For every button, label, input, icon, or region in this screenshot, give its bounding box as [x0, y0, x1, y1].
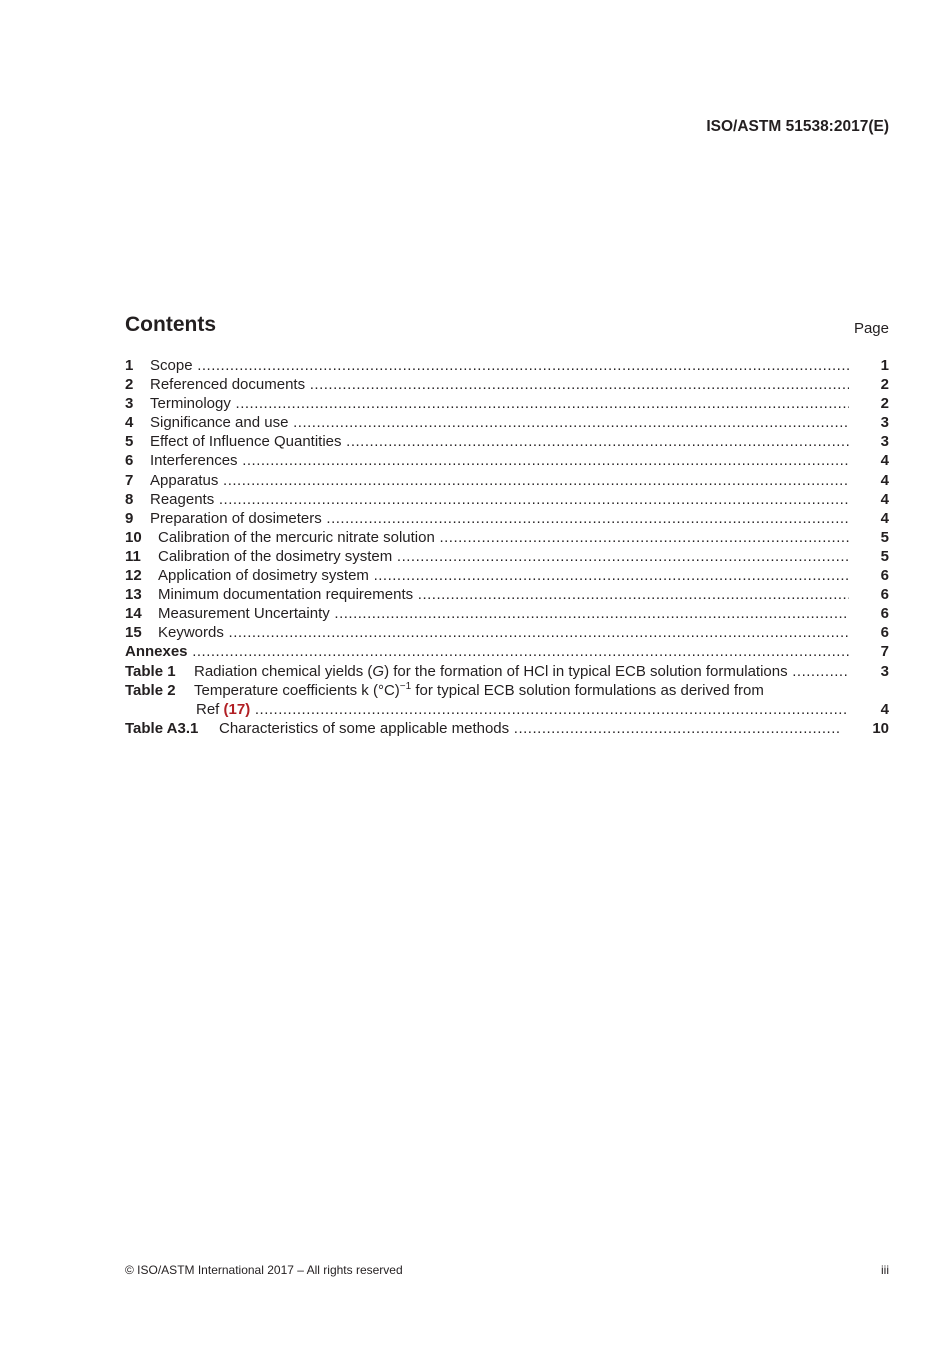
reference-link[interactable]: (17)	[223, 700, 251, 718]
section-number: 6	[125, 452, 134, 470]
toc-page-number: 2	[880, 395, 889, 413]
section-number: 14	[125, 605, 142, 623]
section-number: 8	[125, 490, 134, 508]
contents-title: Contents	[125, 313, 216, 336]
toc-page-number: 4	[880, 490, 889, 508]
toc-entry[interactable]	[125, 394, 889, 413]
section-title: Terminology	[150, 395, 231, 413]
toc-entry[interactable]	[125, 451, 889, 470]
section-number: 9	[125, 509, 134, 527]
toc-page-number: 4	[880, 452, 889, 470]
section-title: Interferences	[150, 452, 238, 470]
toc-page-number: 1	[880, 357, 889, 374]
section-number: 11	[125, 547, 141, 565]
toc-page-number: 3	[880, 433, 889, 451]
section-title: Keywords	[158, 624, 224, 642]
toc-entry-table-2-line-2[interactable]	[125, 700, 889, 719]
table-title-pre: Radiation chemical yields (	[194, 662, 373, 680]
page-number-footer: iii	[881, 1263, 889, 1277]
section-number: 12	[125, 567, 142, 585]
toc-page-number: 5	[880, 547, 889, 565]
toc-page-number: 7	[880, 643, 889, 661]
toc-entry-annexes[interactable]	[125, 642, 889, 661]
toc-page-number: 3	[880, 414, 889, 432]
document-id: ISO/ASTM 51538:2017(E)	[706, 118, 889, 135]
toc-entry[interactable]	[125, 604, 889, 623]
table-title-line1: Temperature coefficients k (°C)	[194, 681, 400, 699]
toc-entry[interactable]	[125, 356, 889, 375]
section-title: Minimum documentation requirements	[158, 586, 414, 604]
toc-entry[interactable]	[125, 375, 889, 394]
toc-page-number: 10	[872, 719, 889, 737]
toc-page-number: 6	[880, 567, 889, 585]
toc-entry-table-2-line-1[interactable]	[125, 681, 889, 700]
section-number: 1	[125, 357, 134, 374]
toc-entry[interactable]	[125, 413, 889, 432]
table-title-post: ) for the formation of HCl in typical ECB solution formulations	[384, 662, 788, 680]
toc-entry[interactable]	[125, 623, 889, 642]
toc-page-number: 6	[880, 586, 889, 604]
section-title: Application of dosimetry system	[158, 567, 369, 585]
table-title-line2: Ref	[196, 700, 224, 718]
table-title-line1-post: for typical ECB solution formulations as derived from	[411, 681, 764, 699]
toc-entry[interactable]	[125, 585, 889, 604]
section-number: 15	[125, 624, 142, 642]
annexes-label: Annexes	[125, 643, 188, 661]
table-label: Table 1	[125, 662, 176, 680]
toc-page-number: 4	[880, 509, 889, 527]
toc-entry[interactable]	[125, 490, 889, 509]
section-title: Reagents	[150, 490, 215, 508]
section-title: Referenced documents	[150, 376, 306, 394]
toc-page-number: 3	[880, 662, 889, 680]
section-number: 3	[125, 395, 134, 413]
toc-page-number: 6	[880, 624, 889, 642]
table-label: Table 2	[125, 681, 176, 699]
superscript: −1	[399, 680, 412, 692]
toc-page-number: 6	[880, 605, 889, 623]
table-label: Table A3.1	[125, 719, 199, 737]
section-title: Effect of Influence Quantities	[150, 433, 342, 451]
section-title: Significance and use	[150, 414, 289, 432]
toc-entry-table-1[interactable]	[125, 662, 889, 681]
section-title: Apparatus	[150, 471, 219, 489]
toc-entry[interactable]	[125, 471, 889, 490]
table-title: Characteristics of some applicable methods	[219, 719, 510, 737]
table-of-contents	[125, 356, 889, 738]
section-title: Measurement Uncertainty	[158, 605, 330, 623]
toc-entry[interactable]	[125, 432, 889, 451]
toc-entry[interactable]	[125, 528, 889, 547]
section-title: Scope	[150, 357, 193, 374]
toc-entry-table-a3-1[interactable]	[125, 719, 889, 738]
toc-page-number: 4	[880, 471, 889, 489]
toc-entry[interactable]	[125, 509, 889, 528]
toc-entry[interactable]	[125, 566, 889, 585]
page-column-label: Page	[853, 320, 889, 337]
toc-page-number: 2	[880, 376, 889, 394]
section-number: 10	[125, 528, 142, 546]
section-number: 13	[125, 586, 142, 604]
section-number: 4	[125, 414, 134, 432]
section-number: 7	[125, 471, 134, 489]
table-title-italic: G	[372, 662, 385, 680]
section-number: 2	[125, 376, 134, 394]
toc-page-number: 4	[880, 700, 889, 718]
section-title: Calibration of the mercuric nitrate solution	[158, 528, 435, 546]
toc-entry[interactable]	[125, 547, 889, 566]
section-number: 5	[125, 433, 134, 451]
copyright-footer: © ISO/ASTM International 2017 – All rights reserved	[125, 1263, 403, 1277]
toc-page-number: 5	[880, 528, 889, 546]
section-title: Calibration of the dosimetry system	[158, 547, 393, 565]
section-title: Preparation of dosimeters	[150, 509, 322, 527]
